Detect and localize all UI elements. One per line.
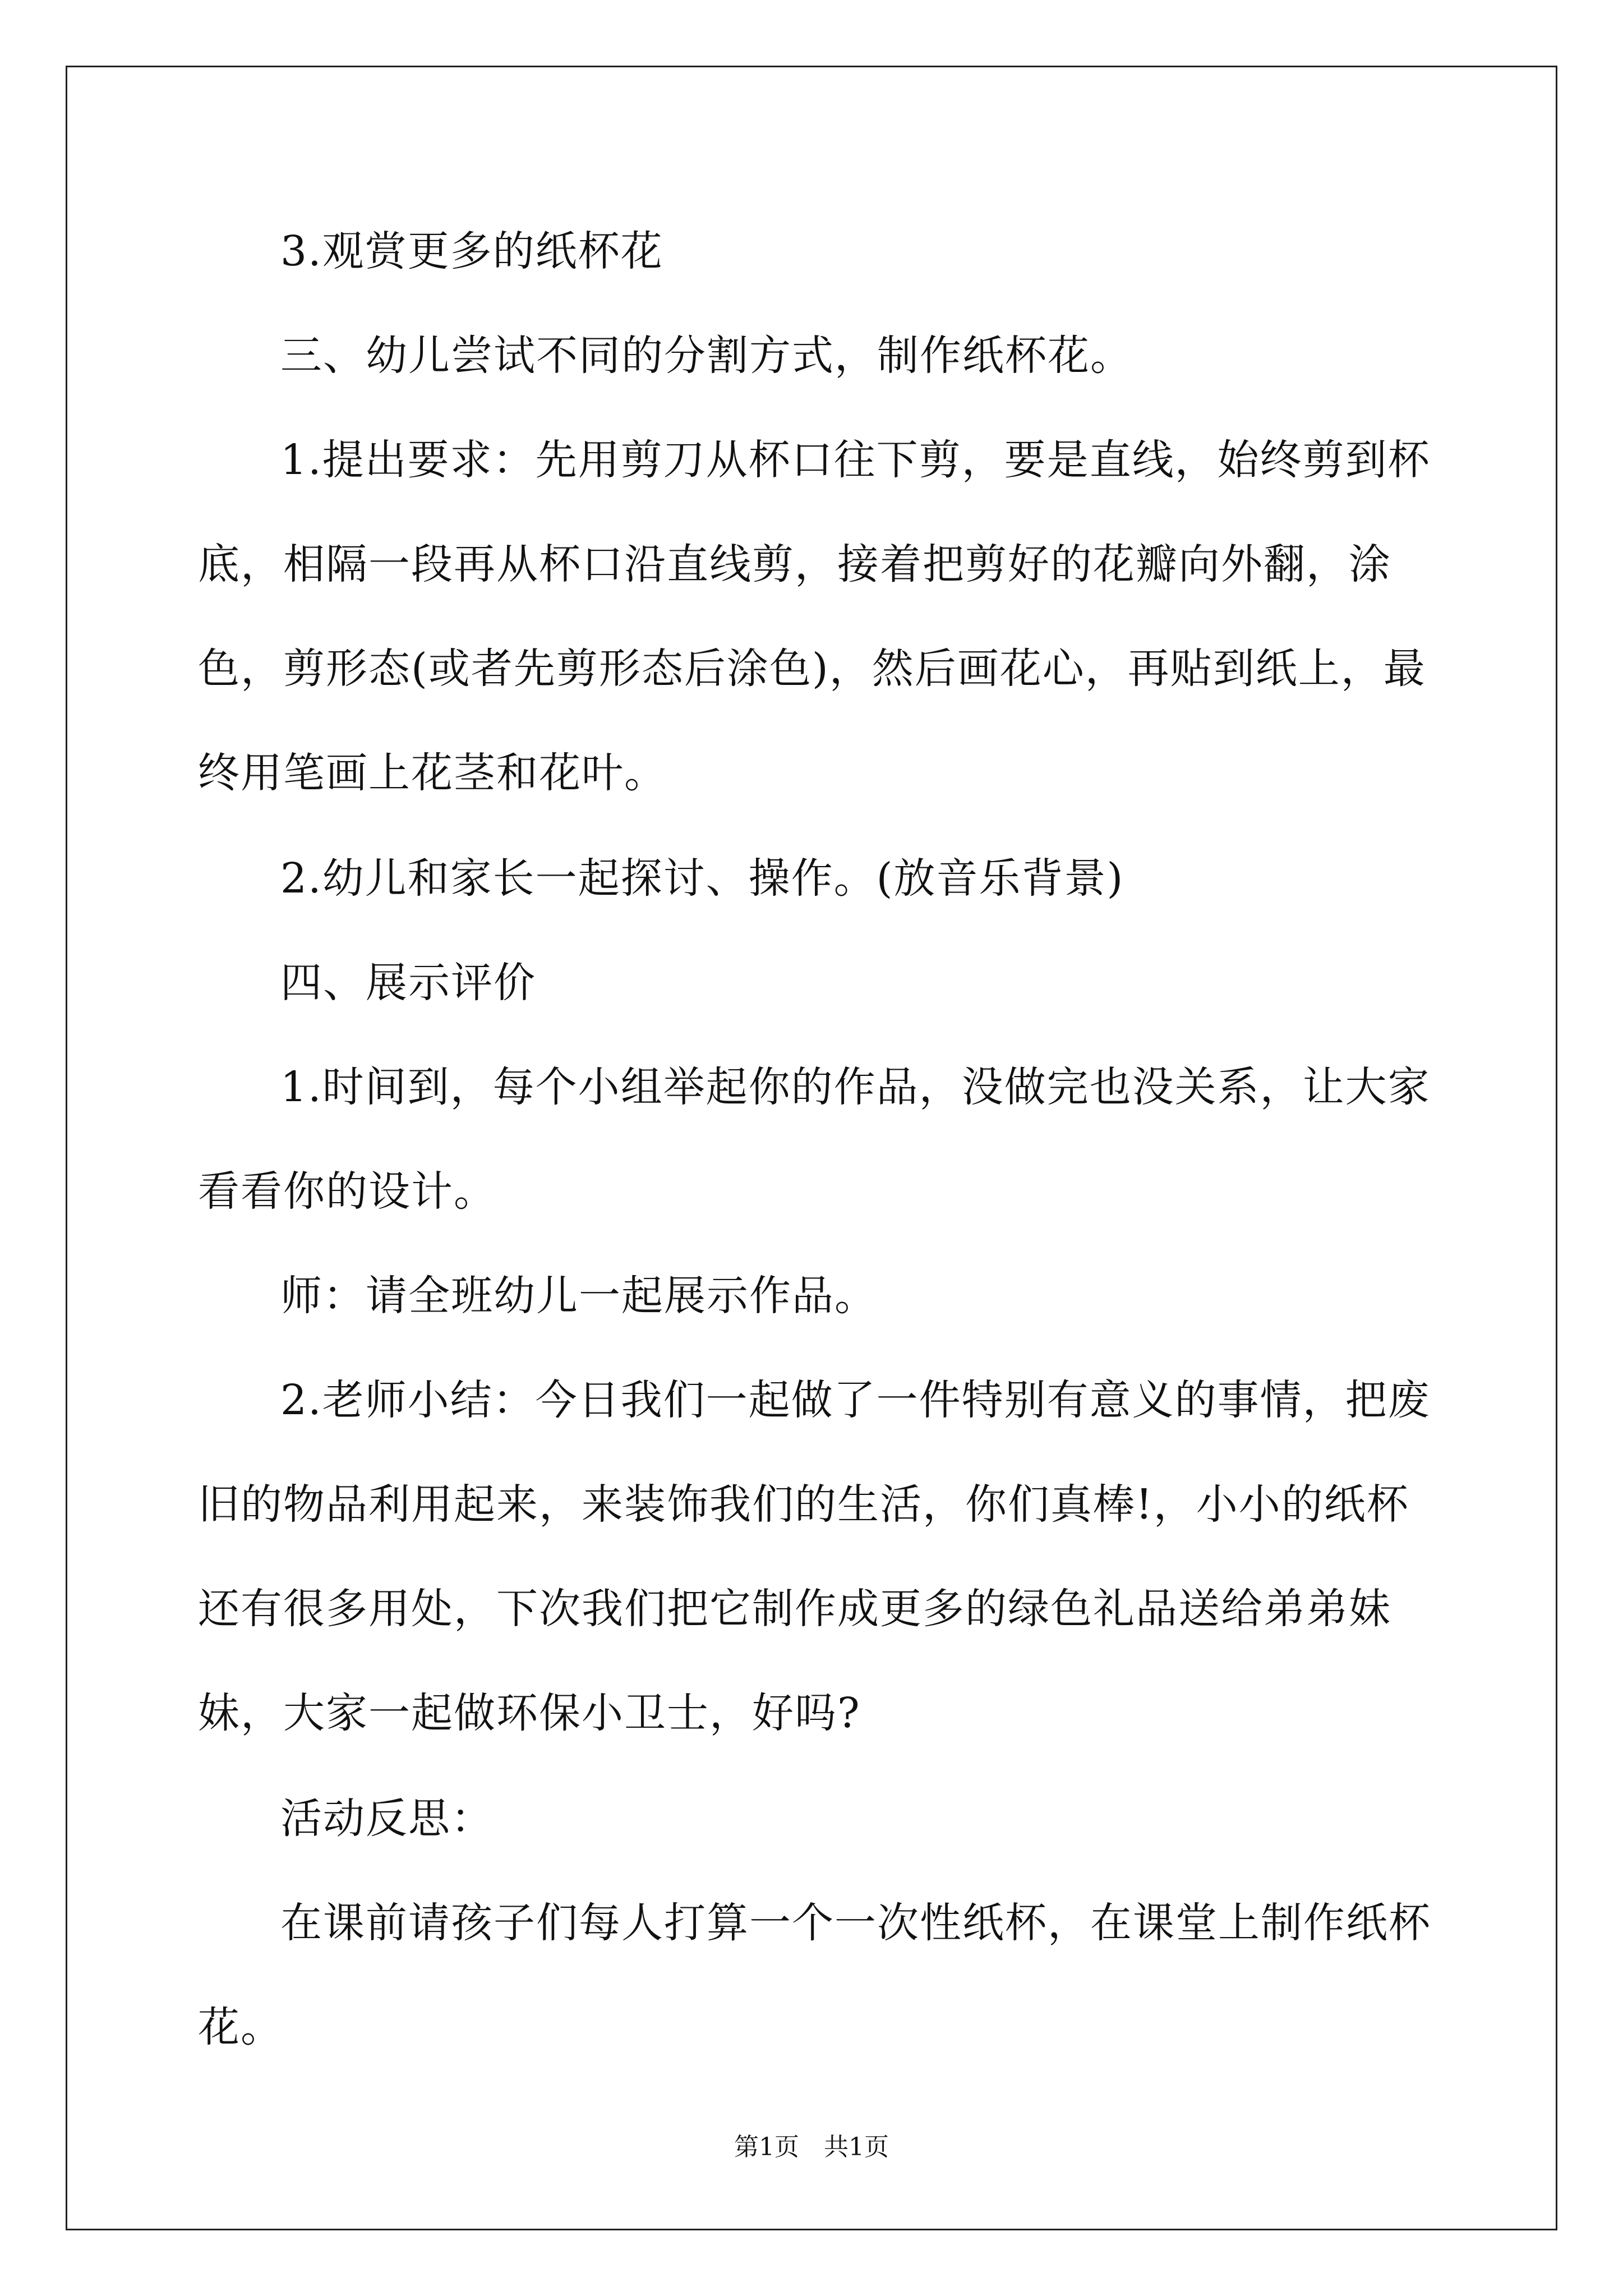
- paragraph-4: 2.幼儿和家长一起探讨、操作。(放音乐背景): [280, 854, 1124, 903]
- paragraph-6: 1.时间到，每个小组举起你的作品，没做完也没关系，让大家看看你的设计。: [198, 1063, 1431, 1216]
- paragraph-5: 四、展示评价: [280, 959, 536, 1007]
- paragraph-1: 3.观赏更多的纸杯花: [280, 227, 663, 275]
- paragraph-2: 三、幼儿尝试不同的分割方式，制作纸杯花。: [280, 332, 1133, 380]
- paragraph-7: 师：请全班幼儿一起展示作品。: [280, 1272, 877, 1320]
- paragraph-10: 在课前请孩子们每人打算一个一次性纸杯，在课堂上制作纸杯花。: [198, 1899, 1431, 2051]
- page-footer: 第1页 共1页: [734, 2133, 889, 2161]
- paragraph-9: 活动反思：: [280, 1795, 494, 1843]
- paragraph-3: 1.提出要求：先用剪刀从杯口往下剪，要是直线，始终剪到杯底，相隔一段再从杯口沿直线剪，接着把剪好的花瓣向外翻，涂色，剪形态(或者先剪形态后涂色)，然后画花心，再贴到纸上，最终用笔画上花茎和花叶。: [198, 436, 1431, 797]
- paragraph-8: 2.老师小结：今日我们一起做了一件特别有意义的事情，把废旧的物品利用起来，来装饰我们的生活，你们真棒!，小小的纸杯还有很多用处，下次我们把它制作成更多的绿色礼品送给弟弟妹妹，大家一起做环保小卫士，好吗?: [198, 1376, 1431, 1737]
